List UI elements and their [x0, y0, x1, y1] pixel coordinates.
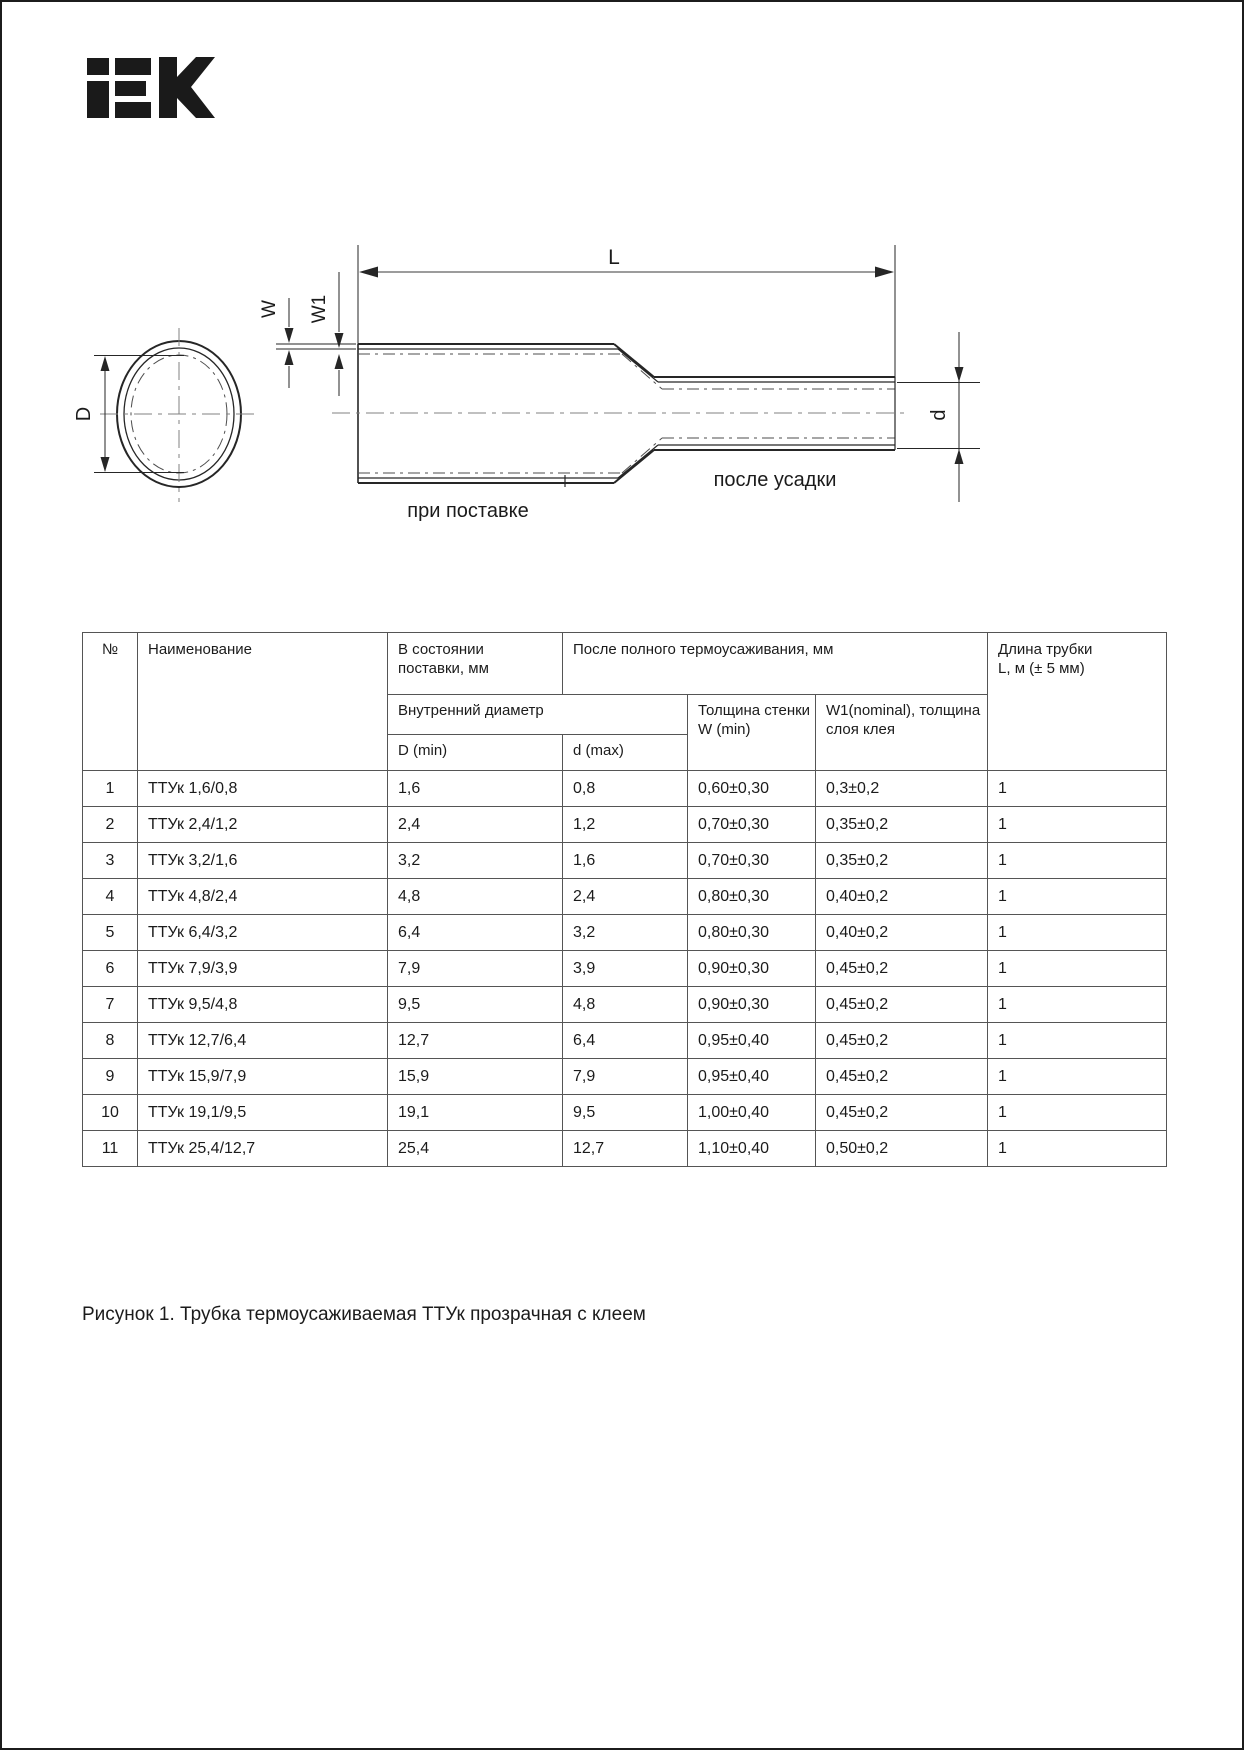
cell-d-max: 3,9 — [563, 951, 688, 987]
cell-glue: 0,45±0,2 — [816, 1095, 988, 1131]
cell-num: 2 — [83, 807, 138, 843]
cell-wall: 0,70±0,30 — [688, 807, 816, 843]
cell-wall: 0,60±0,30 — [688, 771, 816, 807]
cell-wall: 0,95±0,40 — [688, 1023, 816, 1059]
cell-num: 10 — [83, 1095, 138, 1131]
cell-d-max: 9,5 — [563, 1095, 688, 1131]
cell-num: 4 — [83, 879, 138, 915]
cell-wall: 1,00±0,40 — [688, 1095, 816, 1131]
header-d-min: D (min) — [388, 735, 563, 771]
cell-length: 1 — [988, 915, 1167, 951]
cell-glue: 0,45±0,2 — [816, 1059, 988, 1095]
cell-name: ТТУк 15,9/7,9 — [138, 1059, 388, 1095]
table-row — [83, 987, 1167, 1023]
cell-num: 1 — [83, 771, 138, 807]
cell-glue: 0,45±0,2 — [816, 951, 988, 987]
cell-wall: 0,90±0,30 — [688, 987, 816, 1023]
header-length: Длина трубки L, м (± 5 мм) — [988, 633, 1167, 771]
header-inner-diameter: Внутренний диаметр — [388, 695, 688, 735]
cell-glue: 0,45±0,2 — [816, 1023, 988, 1059]
cell-length: 1 — [988, 807, 1167, 843]
cell-d-max: 6,4 — [563, 1023, 688, 1059]
cell-d-max: 7,9 — [563, 1059, 688, 1095]
cell-name: ТТУк 3,2/1,6 — [138, 843, 388, 879]
cell-length: 1 — [988, 879, 1167, 915]
dim-label-small-d: d — [928, 409, 950, 421]
spec-table-body — [83, 771, 1167, 1167]
table-row — [83, 879, 1167, 915]
header-delivery-state: В состоянии поставки, мм — [388, 633, 563, 695]
cell-num: 11 — [83, 1131, 138, 1167]
cell-d-max: 2,4 — [563, 879, 688, 915]
cell-length: 1 — [988, 1131, 1167, 1167]
figure-caption: Рисунок 1. Трубка термоусаживаемая ТТУк прозрачная с клеем — [82, 1304, 646, 1325]
dimension-L — [358, 245, 895, 377]
cell-name: ТТУк 19,1/9,5 — [138, 1095, 388, 1131]
cell-name: ТТУк 6,4/3,2 — [138, 915, 388, 951]
cell-num: 5 — [83, 915, 138, 951]
cell-d-min: 15,9 — [388, 1059, 563, 1095]
cell-name: ТТУк 9,5/4,8 — [138, 987, 388, 1023]
cell-length: 1 — [988, 1023, 1167, 1059]
table-row — [83, 807, 1167, 843]
cell-name: ТТУк 7,9/3,9 — [138, 951, 388, 987]
cell-d-min: 9,5 — [388, 987, 563, 1023]
header-glue-thickness: W1(nominal), толщина слоя клея — [816, 695, 988, 771]
header-name: Наименование — [138, 633, 388, 771]
cell-length: 1 — [988, 843, 1167, 879]
table-row — [83, 951, 1167, 987]
table-row — [83, 771, 1167, 807]
tube-side-view — [332, 344, 907, 487]
spec-table — [82, 632, 1167, 1167]
header-after-shrink: После полного термоусаживания, мм — [563, 633, 988, 695]
cell-d-max: 0,8 — [563, 771, 688, 807]
cell-length: 1 — [988, 1095, 1167, 1131]
cell-d-min: 6,4 — [388, 915, 563, 951]
cell-wall: 0,95±0,40 — [688, 1059, 816, 1095]
table-row — [83, 1131, 1167, 1167]
cell-wall: 0,80±0,30 — [688, 879, 816, 915]
cell-d-min: 12,7 — [388, 1023, 563, 1059]
cell-wall: 0,90±0,30 — [688, 951, 816, 987]
header-num: № — [83, 633, 138, 771]
cell-d-min: 2,4 — [388, 807, 563, 843]
cell-d-max: 3,2 — [563, 915, 688, 951]
cell-length: 1 — [988, 987, 1167, 1023]
cell-length: 1 — [988, 951, 1167, 987]
cell-d-max: 1,2 — [563, 807, 688, 843]
dim-label-big-d: D — [73, 406, 95, 422]
table-row — [83, 843, 1167, 879]
header-wall-thickness: Толщина стенки W (min) — [688, 695, 816, 771]
cell-length: 1 — [988, 771, 1167, 807]
dim-label-l: L — [608, 246, 620, 269]
cell-d-max: 12,7 — [563, 1131, 688, 1167]
cell-glue: 0,40±0,2 — [816, 915, 988, 951]
tube-cross-section — [100, 328, 260, 502]
table-row — [83, 1095, 1167, 1131]
cell-num: 3 — [83, 843, 138, 879]
cell-wall: 1,10±0,40 — [688, 1131, 816, 1167]
cell-d-min: 1,6 — [388, 771, 563, 807]
cell-d-min: 25,4 — [388, 1131, 563, 1167]
cell-glue: 0,45±0,2 — [816, 987, 988, 1023]
cell-wall: 0,70±0,30 — [688, 843, 816, 879]
table-row — [83, 915, 1167, 951]
cell-d-max: 4,8 — [563, 987, 688, 1023]
cell-num: 9 — [83, 1059, 138, 1095]
cell-d-min: 7,9 — [388, 951, 563, 987]
cell-d-min: 19,1 — [388, 1095, 563, 1131]
cell-d-min: 4,8 — [388, 879, 563, 915]
cell-length: 1 — [988, 1059, 1167, 1095]
cell-name: ТТУк 2,4/1,2 — [138, 807, 388, 843]
label-at-delivery: при поставке — [407, 500, 529, 522]
label-after-shrink: после усадки — [713, 469, 837, 491]
cell-glue: 0,3±0,2 — [816, 771, 988, 807]
cell-name: ТТУк 25,4/12,7 — [138, 1131, 388, 1167]
table-row — [83, 1023, 1167, 1059]
cell-d-max: 1,6 — [563, 843, 688, 879]
cell-name: ТТУк 1,6/0,8 — [138, 771, 388, 807]
cell-num: 6 — [83, 951, 138, 987]
cell-glue: 0,50±0,2 — [816, 1131, 988, 1167]
cell-glue: 0,35±0,2 — [816, 807, 988, 843]
dim-label-w: W — [259, 300, 280, 318]
cell-glue: 0,40±0,2 — [816, 879, 988, 915]
cell-num: 7 — [83, 987, 138, 1023]
cell-name: ТТУк 4,8/2,4 — [138, 879, 388, 915]
cell-name: ТТУк 12,7/6,4 — [138, 1023, 388, 1059]
cell-glue: 0,35±0,2 — [816, 843, 988, 879]
dim-label-w1: W1 — [309, 294, 330, 324]
cell-num: 8 — [83, 1023, 138, 1059]
header-d-max: d (max) — [563, 735, 688, 771]
cell-d-min: 3,2 — [388, 843, 563, 879]
tube-drawing — [2, 2, 1244, 547]
table-row — [83, 1059, 1167, 1095]
cell-wall: 0,80±0,30 — [688, 915, 816, 951]
